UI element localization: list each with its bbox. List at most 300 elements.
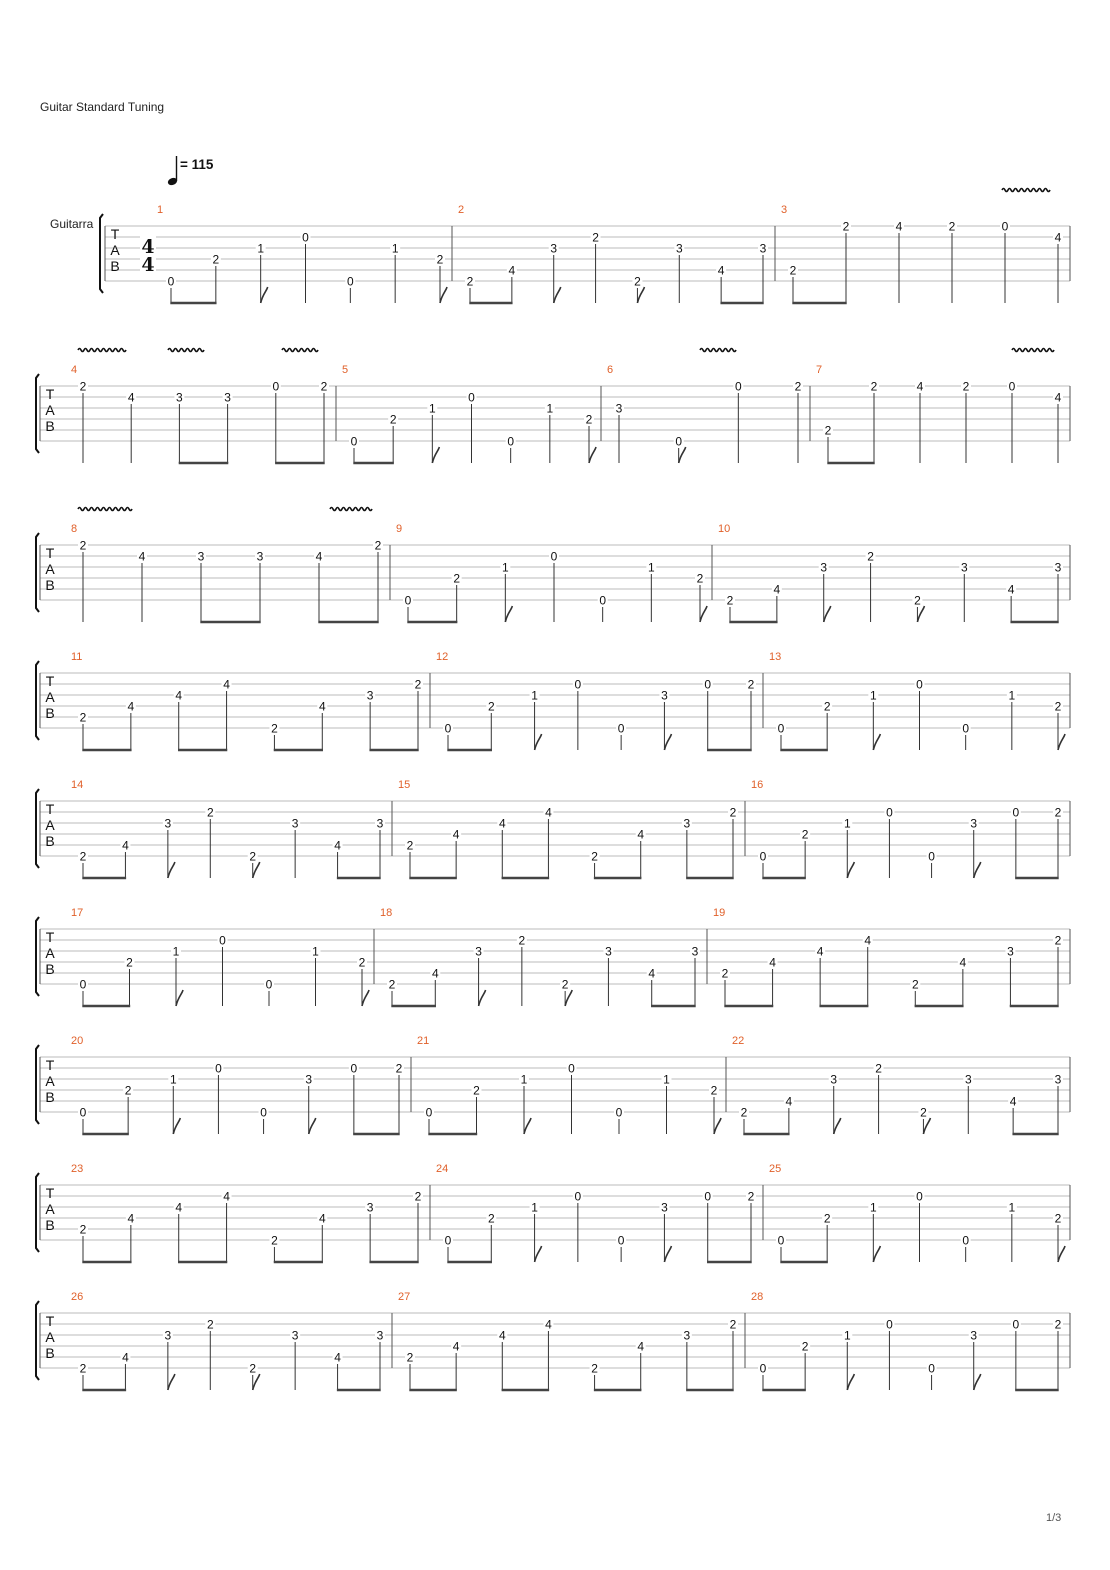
fret-number: 2: [395, 1061, 403, 1076]
fret-number: 2: [358, 955, 366, 970]
fret-number: 2: [729, 1317, 737, 1332]
fret-number: 2: [124, 1083, 132, 1098]
measure-number: 28: [751, 1291, 764, 1303]
fret-number: 4: [959, 955, 967, 970]
fret-number: 1: [428, 401, 436, 416]
note-flag: [479, 990, 486, 1006]
fret-number: 4: [318, 1211, 326, 1226]
measure-number: 20: [71, 1035, 84, 1047]
fret-number: 0: [617, 721, 625, 736]
fret-number: 2: [206, 1317, 214, 1332]
fret-number: 3: [366, 1200, 374, 1215]
measure-number: 12: [436, 651, 449, 663]
note-flag: [917, 606, 924, 622]
measure-number: 15: [398, 779, 411, 791]
fret-number: 4: [127, 699, 135, 714]
fret-number: 0: [79, 1105, 87, 1120]
fret-number: 1: [531, 688, 538, 703]
measure-number: 26: [71, 1291, 84, 1303]
note-flag: [173, 1118, 180, 1134]
note-flag: [700, 606, 707, 622]
tab-clef-a: A: [110, 242, 120, 258]
measure-number: 8: [71, 523, 78, 535]
fret-number: 2: [79, 710, 87, 725]
fret-number: 1: [869, 1200, 877, 1215]
tab-system: [36, 651, 1070, 750]
fret-number: 2: [453, 571, 461, 586]
fret-number: 0: [599, 593, 607, 608]
track-name: Guitarra: [50, 217, 94, 231]
fret-number: 4: [1054, 390, 1062, 405]
note-flag: [923, 1118, 930, 1134]
tab-clef-a: A: [45, 1073, 55, 1089]
note-flag: [253, 862, 260, 878]
tab-clef-b: B: [45, 705, 55, 721]
fret-number: 0: [886, 1317, 893, 1332]
fret-number: 4: [785, 1094, 793, 1109]
fret-number: 2: [249, 1361, 257, 1376]
fret-number: 3: [550, 241, 558, 256]
fret-number: 2: [79, 1222, 87, 1237]
fret-number: 4: [223, 677, 230, 692]
fret-number: 4: [637, 1339, 645, 1354]
tab-clef-b: B: [45, 1345, 55, 1361]
fret-number: 2: [710, 1083, 718, 1098]
fret-number: 2: [414, 1189, 422, 1204]
note-flag: [974, 1374, 981, 1390]
tab-clef-t: T: [45, 545, 55, 561]
fret-number: 0: [265, 977, 273, 992]
tab-system: [36, 1035, 1070, 1134]
fret-number: 2: [729, 805, 737, 820]
fret-number: 0: [79, 977, 87, 992]
fret-number: 2: [389, 412, 397, 427]
fret-number: 0: [928, 849, 935, 864]
fret-number: 4: [175, 1200, 183, 1215]
note-flag: [1058, 1246, 1065, 1262]
fret-number: 0: [272, 379, 280, 394]
note-flag: [974, 862, 981, 878]
fret-number: 4: [138, 549, 146, 564]
fret-number: 2: [271, 1233, 278, 1248]
system-bracket: [36, 1173, 39, 1252]
fret-number: 4: [508, 263, 516, 278]
tab-clef-b: B: [45, 1089, 55, 1105]
system-bracket: [36, 1045, 39, 1124]
measure-number: 16: [751, 779, 764, 791]
fret-number: 0: [1001, 219, 1009, 234]
tab-system: [36, 508, 1070, 623]
note-flag: [664, 1246, 671, 1262]
fret-number: 3: [970, 816, 978, 831]
note-flag: [873, 734, 880, 750]
fret-number: 3: [820, 560, 828, 575]
fret-number: 4: [637, 827, 645, 842]
measure-number: 6: [607, 364, 614, 376]
system-bracket: [36, 789, 39, 868]
fret-number: 0: [675, 434, 683, 449]
fret-number: 3: [964, 1072, 972, 1087]
fret-number: 2: [79, 538, 87, 553]
note-flag: [168, 1374, 175, 1390]
fret-number: 2: [466, 274, 474, 289]
fret-number: 2: [726, 593, 734, 608]
fret-number: 2: [487, 699, 495, 714]
fret-number: 0: [916, 677, 923, 692]
fret-number: 2: [914, 593, 921, 608]
note-flag: [309, 1118, 316, 1134]
fret-number: 3: [661, 688, 668, 703]
fret-number: 0: [574, 677, 582, 692]
fret-number: 0: [468, 390, 475, 405]
fret-number: 1: [391, 241, 399, 256]
fret-number: 2: [634, 274, 641, 289]
vibrato-mark: [330, 508, 372, 511]
tab-clef-t: T: [45, 1185, 55, 1201]
fret-number: 3: [683, 816, 691, 831]
fret-number: 4: [1054, 230, 1062, 245]
note-flag: [637, 287, 644, 303]
fret-number: 3: [256, 549, 264, 564]
fret-number: 1: [1008, 688, 1016, 703]
vibrato-mark: [282, 349, 318, 352]
note-flag: [1058, 734, 1065, 750]
time-signature-top: 4: [141, 236, 155, 258]
fret-number: 2: [867, 549, 874, 564]
system-bracket: [36, 374, 39, 453]
tab-system: [36, 349, 1070, 464]
measure-number: 4: [71, 364, 78, 376]
fret-number: 2: [406, 838, 414, 853]
fret-number: 0: [167, 274, 175, 289]
measure-number: 24: [436, 1163, 449, 1175]
fret-number: 0: [759, 1361, 767, 1376]
fret-number: 2: [487, 1211, 495, 1226]
fret-number: 3: [197, 549, 205, 564]
fret-number: 2: [592, 230, 599, 245]
fret-number: 4: [452, 1339, 460, 1354]
tab-clef-a: A: [45, 402, 55, 418]
fret-number: 2: [911, 977, 919, 992]
fret-number: 1: [843, 816, 851, 831]
fret-number: 2: [591, 1361, 598, 1376]
fret-number: 2: [823, 1211, 831, 1226]
fret-number: 2: [79, 1361, 87, 1376]
fret-number: 2: [388, 977, 396, 992]
fret-number: 4: [864, 933, 872, 948]
fret-number: 0: [962, 721, 970, 736]
note-flag: [664, 734, 671, 750]
fret-number: 0: [260, 1105, 267, 1120]
fret-number: 2: [801, 827, 809, 842]
fret-number: 1: [843, 1328, 851, 1343]
system-bracket: [36, 533, 39, 612]
fret-number: 2: [406, 1350, 414, 1365]
fret-number: 3: [675, 241, 683, 256]
fret-number: 1: [312, 944, 319, 959]
fret-number: 4: [175, 688, 183, 703]
tab-system: [36, 779, 1070, 878]
tab-clef-b: B: [45, 961, 55, 977]
fret-number: 2: [126, 955, 133, 970]
note-flag: [824, 606, 831, 622]
fret-number: 4: [717, 263, 725, 278]
measure-number: 5: [342, 364, 349, 376]
fret-number: 0: [704, 677, 712, 692]
fret-number: 1: [663, 1072, 670, 1087]
note-flag: [535, 734, 542, 750]
fret-number: 2: [473, 1083, 480, 1098]
fret-number: 3: [224, 390, 231, 405]
fret-number: 0: [1012, 1317, 1020, 1332]
fret-number: 0: [346, 274, 354, 289]
fret-number: 4: [1007, 582, 1015, 597]
system-bracket: [36, 661, 39, 740]
note-flag: [565, 990, 572, 1006]
fret-number: 2: [948, 219, 956, 234]
fret-number: 3: [759, 241, 767, 256]
vibrato-mark: [78, 349, 126, 352]
measure-number: 25: [769, 1163, 782, 1175]
note-flag: [834, 1118, 841, 1134]
tab-clef-a: A: [45, 1329, 55, 1345]
fret-number: 2: [206, 805, 214, 820]
vibrato-mark: [168, 349, 204, 352]
fret-number: 2: [374, 538, 382, 553]
measure-number: 17: [71, 907, 84, 919]
fret-number: 4: [498, 816, 506, 831]
fret-number: 4: [545, 805, 552, 820]
measure-number: 9: [396, 523, 403, 535]
note-flag: [847, 862, 854, 878]
fret-number: 0: [425, 1105, 433, 1120]
fret-number: 3: [291, 816, 299, 831]
fret-number: 0: [916, 1189, 923, 1204]
fret-number: 0: [350, 1061, 358, 1076]
measure-number: 7: [816, 364, 823, 376]
fret-number: 2: [747, 1189, 755, 1204]
system-bracket: [100, 214, 103, 293]
system-bracket: [36, 1301, 39, 1380]
fret-number: 3: [176, 390, 183, 405]
fret-number: 2: [79, 849, 87, 864]
fret-number: 1: [531, 1200, 538, 1215]
tab-clef-b: B: [45, 833, 55, 849]
fret-number: 3: [683, 1328, 691, 1343]
note-flag: [535, 1246, 542, 1262]
fret-number: 2: [414, 677, 422, 692]
tuning-label: Guitar Standard Tuning: [40, 100, 165, 114]
fret-number: 2: [794, 379, 802, 394]
fret-number: 3: [164, 1328, 172, 1343]
tab-clef-t: T: [45, 1057, 55, 1073]
fret-number: 2: [585, 412, 593, 427]
fret-number: 3: [691, 944, 699, 959]
fret-number: 2: [212, 252, 220, 267]
fret-number: 3: [376, 1328, 384, 1343]
fret-number: 3: [1007, 944, 1014, 959]
tab-system: [36, 1291, 1070, 1390]
note-flag: [261, 287, 268, 303]
measure-number: 27: [398, 1291, 411, 1303]
measure-number: 1: [157, 204, 164, 216]
fret-number: 4: [452, 827, 460, 842]
tab-system: [100, 189, 1070, 304]
measure-number: 18: [380, 907, 393, 919]
fret-number: 3: [1054, 1072, 1062, 1087]
fret-number: 3: [960, 560, 968, 575]
fret-number: 4: [334, 1350, 341, 1365]
tab-clef-t: T: [45, 386, 55, 402]
fret-number: 3: [376, 816, 384, 831]
fret-number: 4: [318, 699, 326, 714]
fret-number: 0: [1012, 805, 1020, 820]
fret-number: 2: [436, 252, 444, 267]
fret-number: 4: [127, 390, 135, 405]
fret-number: 1: [169, 1072, 177, 1087]
fret-number: 4: [127, 1211, 135, 1226]
vibrato-mark: [78, 508, 132, 511]
fret-number: 2: [561, 977, 569, 992]
measure-number: 10: [718, 523, 731, 535]
fret-number: 0: [615, 1105, 623, 1120]
system-bracket: [36, 917, 39, 996]
fret-number: 1: [869, 688, 877, 703]
fret-number: 2: [1054, 933, 1062, 948]
note-flag: [554, 287, 561, 303]
fret-number: 0: [928, 1361, 935, 1376]
fret-number: 2: [1054, 805, 1062, 820]
fret-number: 0: [962, 1233, 970, 1248]
fret-number: 2: [1054, 1317, 1062, 1332]
tab-clef-b: B: [45, 577, 55, 593]
fret-number: 0: [886, 805, 893, 820]
fret-number: 4: [895, 219, 903, 234]
note-flag: [847, 1374, 854, 1390]
fret-number: 0: [777, 721, 785, 736]
fret-number: 1: [647, 560, 655, 575]
note-flag: [873, 1246, 880, 1262]
fret-number: 0: [704, 1189, 712, 1204]
tab-system: [36, 907, 1070, 1006]
note-flag: [168, 862, 175, 878]
fret-number: 3: [615, 401, 623, 416]
measure-number: 2: [458, 204, 465, 216]
time-signature-bottom: 4: [141, 254, 155, 276]
fret-number: 4: [334, 838, 341, 853]
fret-number: 2: [823, 699, 831, 714]
fret-number: 2: [789, 263, 797, 278]
measure-number: 21: [417, 1035, 430, 1047]
fret-number: 3: [1054, 560, 1062, 575]
tab-clef-a: A: [45, 561, 55, 577]
fret-number: 4: [315, 549, 323, 564]
fret-number: 4: [431, 966, 439, 981]
fret-number: 2: [696, 571, 704, 586]
fret-number: 0: [302, 230, 309, 245]
fret-number: 3: [830, 1072, 838, 1087]
tab-clef-a: A: [45, 817, 55, 833]
vibrato-mark: [700, 349, 736, 352]
note-flag: [176, 990, 183, 1006]
fret-number: 4: [1009, 1094, 1017, 1109]
fret-number: 1: [257, 241, 265, 256]
fret-number: 2: [870, 379, 878, 394]
fret-number: 0: [734, 379, 742, 394]
fret-number: 2: [320, 379, 328, 394]
tab-clef-t: T: [45, 929, 55, 945]
fret-number: 0: [404, 593, 412, 608]
note-flag: [589, 447, 596, 463]
fret-number: 1: [501, 560, 509, 575]
fret-number: 4: [498, 1328, 506, 1343]
fret-number: 0: [350, 434, 358, 449]
fret-number: 1: [546, 401, 554, 416]
fret-number: 0: [219, 933, 226, 948]
tempo-text: = 115: [180, 157, 214, 172]
fret-number: 2: [824, 423, 832, 438]
fret-number: 0: [759, 849, 767, 864]
tab-clef-a: A: [45, 945, 55, 961]
fret-number: 2: [518, 933, 526, 948]
fret-number: 2: [1054, 699, 1062, 714]
tab-clef-t: T: [45, 673, 55, 689]
tab-clef-b: B: [110, 258, 120, 274]
measure-number: 19: [713, 907, 726, 919]
note-flag: [714, 1118, 721, 1134]
fret-number: 2: [740, 1105, 748, 1120]
tab-clef-t: T: [110, 226, 120, 242]
tab-clef-b: B: [45, 418, 55, 434]
tab-clef-t: T: [45, 801, 55, 817]
fret-number: 0: [617, 1233, 625, 1248]
fret-number: 2: [842, 219, 850, 234]
tab-system: [36, 1163, 1070, 1262]
fret-number: 2: [271, 721, 278, 736]
measure-number: 11: [71, 651, 83, 663]
fret-number: 0: [444, 1233, 452, 1248]
fret-number: 4: [545, 1317, 552, 1332]
fret-number: 0: [568, 1061, 575, 1076]
vibrato-mark: [1002, 189, 1050, 192]
fret-number: 1: [172, 944, 180, 959]
fret-number: 0: [574, 1189, 582, 1204]
fret-number: 3: [366, 688, 374, 703]
fret-number: 1: [1008, 1200, 1016, 1215]
note-flag: [440, 287, 447, 303]
fret-number: 2: [1054, 1211, 1062, 1226]
vibrato-mark: [1012, 349, 1054, 352]
fret-number: 4: [773, 582, 781, 597]
fret-number: 4: [916, 379, 924, 394]
fret-number: 0: [1008, 379, 1016, 394]
fret-number: 4: [122, 1350, 129, 1365]
tab-clef-a: A: [45, 1201, 55, 1217]
fret-number: 2: [801, 1339, 809, 1354]
fret-number: 2: [962, 379, 970, 394]
fret-number: 3: [970, 1328, 978, 1343]
fret-number: 1: [520, 1072, 528, 1087]
fret-number: 0: [215, 1061, 222, 1076]
measure-number: 14: [71, 779, 84, 791]
fret-number: 2: [249, 849, 257, 864]
note-flag: [505, 606, 512, 622]
fret-number: 0: [444, 721, 452, 736]
measure-number: 23: [71, 1163, 84, 1175]
fret-number: 3: [164, 816, 172, 831]
fret-number: 4: [122, 838, 129, 853]
tab-clef-t: T: [45, 1313, 55, 1329]
